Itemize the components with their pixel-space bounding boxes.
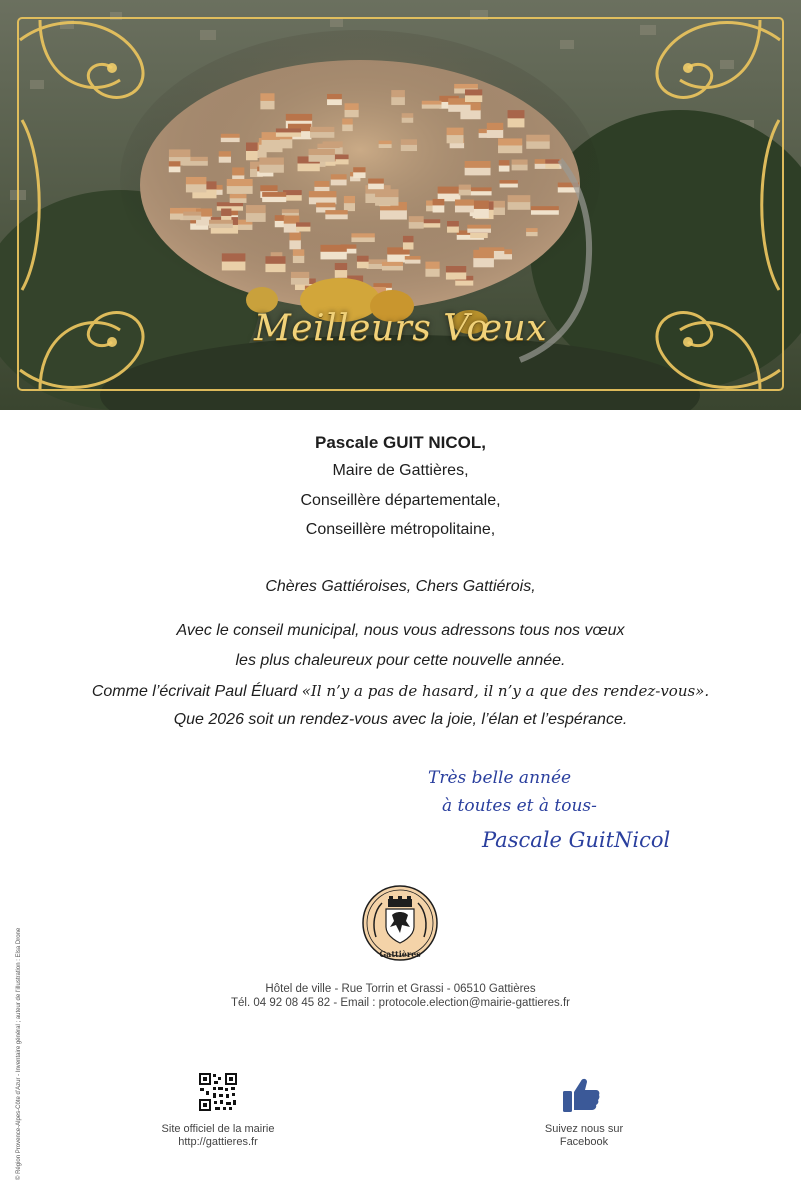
village-house-roof bbox=[344, 196, 355, 203]
village-house-wall bbox=[309, 154, 335, 161]
village-house-roof bbox=[531, 206, 559, 210]
village-house-wall bbox=[422, 223, 440, 228]
village-house-wall bbox=[512, 164, 528, 170]
village-house-roof bbox=[526, 135, 549, 142]
village-house-roof bbox=[545, 159, 559, 163]
thumbs-up-icon[interactable] bbox=[560, 1073, 602, 1115]
village-house-wall bbox=[320, 251, 346, 259]
village-house-wall bbox=[169, 166, 181, 172]
village-house-wall bbox=[447, 226, 459, 233]
village-house-wall bbox=[467, 228, 491, 233]
village-house-roof bbox=[186, 177, 206, 184]
village-house-wall bbox=[465, 95, 482, 102]
photo-credit: © Région Provence-Alpes-Côte d’Azur - Inventaire général ; auteur de l’illustration : Elsa Drone bbox=[16, 927, 22, 1180]
village-house-roof bbox=[169, 149, 190, 157]
village-house-roof bbox=[309, 149, 335, 155]
village-house-wall bbox=[246, 150, 258, 160]
village-house-roof bbox=[317, 144, 339, 148]
village-house-wall bbox=[487, 129, 503, 138]
village-house-roof bbox=[310, 127, 334, 132]
village-house-wall bbox=[448, 104, 470, 112]
handwritten-signature bbox=[420, 762, 720, 872]
village-house-wall bbox=[293, 255, 304, 263]
qr-code-icon[interactable] bbox=[198, 1072, 238, 1112]
village-house-wall bbox=[259, 164, 284, 173]
signature-name: Pascale GuitNicol bbox=[482, 828, 671, 852]
village-house-roof bbox=[209, 220, 233, 224]
village-house-wall bbox=[455, 280, 473, 286]
village-house-wall bbox=[450, 143, 464, 149]
crest-label: Gattières bbox=[379, 949, 421, 959]
village-house-roof bbox=[402, 113, 414, 118]
village-house-roof bbox=[331, 174, 347, 179]
village-house-wall bbox=[219, 156, 231, 163]
village-house-roof bbox=[357, 256, 369, 262]
village-house-roof bbox=[260, 93, 274, 101]
facebook-link[interactable]: Facebook bbox=[559, 1136, 609, 1148]
mayor-title-departmental: Conseillère départementale, bbox=[300, 492, 501, 509]
hero-title: Meilleurs Vœux bbox=[253, 308, 548, 349]
village-house-wall bbox=[230, 198, 247, 203]
village-house-roof bbox=[260, 185, 277, 191]
village-house-wall bbox=[375, 196, 398, 205]
village-house-roof bbox=[342, 119, 353, 125]
village-house-roof bbox=[403, 236, 414, 243]
signature-line-1: Très belle année bbox=[428, 768, 572, 788]
village-house-wall bbox=[382, 266, 403, 271]
hero-photo bbox=[0, 0, 801, 410]
village-house-wall bbox=[298, 163, 320, 171]
village-house-roof bbox=[447, 221, 459, 227]
village-house-wall bbox=[526, 141, 549, 149]
village-house-wall bbox=[433, 205, 445, 213]
site-label: Site officiel de la mairie bbox=[161, 1123, 275, 1135]
village-house-wall bbox=[183, 215, 201, 220]
message-line-3-prefix: Comme l’écrivait Paul Éluard bbox=[91, 683, 298, 700]
village-house-roof bbox=[375, 189, 398, 197]
village-house-roof bbox=[401, 139, 417, 145]
village-house-wall bbox=[325, 214, 347, 219]
village-house-wall bbox=[262, 139, 280, 148]
village-house-roof bbox=[289, 232, 300, 240]
village-house-wall bbox=[455, 205, 474, 212]
village-house-roof bbox=[499, 160, 510, 165]
village-house-wall bbox=[296, 226, 310, 231]
village-house-roof bbox=[391, 90, 405, 97]
village-house-wall bbox=[276, 132, 301, 137]
village-house-wall bbox=[262, 196, 286, 202]
village-house-roof bbox=[327, 94, 342, 99]
village-house-wall bbox=[545, 163, 559, 168]
village-house-wall bbox=[344, 202, 355, 211]
village-house-roof bbox=[221, 134, 240, 138]
village-house-roof bbox=[446, 266, 466, 272]
site-url-link[interactable]: http://gattieres.fr bbox=[178, 1136, 258, 1148]
message-line-2: les plus chaleureux pour cette nouvelle année. bbox=[235, 652, 566, 669]
village-house-roof bbox=[465, 89, 482, 95]
village-house-wall bbox=[351, 237, 374, 242]
message-line-3 bbox=[0, 682, 801, 701]
village-house-roof bbox=[345, 103, 359, 110]
village-house-wall bbox=[353, 172, 365, 178]
village-house-roof bbox=[500, 180, 518, 184]
village-house-roof bbox=[473, 201, 489, 209]
village-house-wall bbox=[465, 167, 491, 175]
village-house-roof bbox=[325, 210, 347, 214]
village-house-wall bbox=[471, 191, 492, 196]
village-house-roof bbox=[246, 143, 258, 151]
village-house-roof bbox=[382, 262, 403, 266]
village-house-wall bbox=[368, 183, 384, 189]
village-house-wall bbox=[508, 201, 531, 209]
village-house-wall bbox=[473, 257, 494, 267]
village-house-roof bbox=[425, 262, 439, 269]
village-house-wall bbox=[246, 212, 266, 222]
village-house-roof bbox=[183, 212, 201, 216]
village-house-wall bbox=[425, 268, 439, 277]
village-house-roof bbox=[293, 249, 304, 256]
village-house-roof bbox=[498, 138, 522, 145]
village-house-roof bbox=[276, 128, 301, 132]
village-house-roof bbox=[508, 195, 531, 202]
village-house-roof bbox=[422, 101, 442, 105]
village-house-wall bbox=[508, 118, 525, 128]
village-house-roof bbox=[309, 191, 337, 197]
village-house-roof bbox=[455, 199, 474, 205]
village-house-roof bbox=[232, 167, 244, 175]
village-house-roof bbox=[473, 250, 494, 258]
village-house-roof bbox=[291, 272, 309, 278]
village-house-roof bbox=[409, 216, 424, 222]
mayor-title-metropolitan: Conseillère métropolitaine, bbox=[305, 521, 496, 538]
village-house-roof bbox=[265, 256, 285, 264]
village-house-wall bbox=[403, 242, 414, 250]
village-house-wall bbox=[291, 277, 309, 284]
village-house-wall bbox=[402, 117, 414, 122]
village-house-roof bbox=[320, 245, 346, 252]
mayor-name: Pascale GUIT NICOL, bbox=[315, 433, 486, 452]
village-house-wall bbox=[327, 99, 342, 105]
village-house-wall bbox=[500, 183, 518, 187]
village-house-roof bbox=[351, 233, 374, 237]
village-house-roof bbox=[275, 215, 285, 221]
village-house-roof bbox=[368, 179, 384, 184]
village-house-wall bbox=[357, 261, 369, 268]
village-house-wall bbox=[391, 96, 405, 105]
village-house-wall bbox=[379, 144, 392, 148]
message-line-1: Avec le conseil municipal, nous vous adressons tous nos vœux bbox=[176, 622, 625, 639]
village-house-wall bbox=[345, 109, 359, 117]
village-house-roof bbox=[222, 253, 246, 261]
village-house-roof bbox=[219, 151, 231, 156]
village-house-wall bbox=[380, 210, 407, 220]
village-house-wall bbox=[498, 145, 522, 153]
village-house-roof bbox=[508, 110, 525, 118]
phone-email: Tél. 04 92 08 45 82 - Email : protocole.election@mairie-gattieres.fr bbox=[231, 997, 570, 1009]
village-house-wall bbox=[260, 100, 274, 109]
village-house-wall bbox=[473, 208, 489, 218]
village-house-roof bbox=[246, 205, 266, 213]
village-house-wall bbox=[265, 263, 285, 272]
village-house-roof bbox=[379, 141, 392, 145]
village-house-wall bbox=[335, 269, 347, 277]
village-house-roof bbox=[296, 222, 310, 226]
facebook-label-line-1: Suivez nous sur bbox=[544, 1123, 624, 1135]
village-house-wall bbox=[227, 185, 253, 194]
village-house-roof bbox=[314, 181, 329, 187]
village-house-roof bbox=[467, 225, 491, 229]
village-house-roof bbox=[465, 161, 491, 168]
village-house-roof bbox=[454, 84, 478, 89]
village-house-roof bbox=[227, 179, 253, 186]
message-line-4: Que 2026 soit un rendez-vous avec la joie, l’élan et l’espérance. bbox=[173, 711, 628, 728]
village-house-wall bbox=[446, 272, 466, 280]
village-house-roof bbox=[353, 167, 365, 172]
village-house-roof bbox=[230, 194, 247, 198]
village-house-wall bbox=[459, 189, 471, 195]
village-house-wall bbox=[186, 184, 206, 193]
village-house-wall bbox=[447, 134, 464, 143]
village-house-roof bbox=[221, 209, 231, 216]
village-house-wall bbox=[289, 240, 300, 250]
greeting: Chères Gattiéroises, Chers Gattiérois, bbox=[265, 578, 536, 595]
village-house-wall bbox=[526, 232, 537, 237]
village-house-wall bbox=[470, 232, 488, 238]
village-house-wall bbox=[531, 210, 559, 215]
signature-line-2: à toutes et à tous- bbox=[442, 796, 597, 816]
village-house-wall bbox=[275, 220, 285, 227]
village-house-roof bbox=[471, 187, 492, 191]
village-house-roof bbox=[487, 123, 503, 130]
village-house-wall bbox=[405, 259, 421, 263]
village-house-roof bbox=[286, 114, 312, 121]
village-house-wall bbox=[499, 165, 510, 172]
village-house-roof bbox=[447, 128, 464, 135]
village-house-roof bbox=[459, 185, 471, 190]
village-house-roof bbox=[405, 256, 421, 260]
village-house-wall bbox=[342, 124, 353, 131]
village-house-wall bbox=[401, 144, 417, 151]
village-house-roof bbox=[262, 192, 286, 197]
village-house-roof bbox=[169, 161, 181, 166]
village-house-roof bbox=[422, 219, 440, 223]
village-house-wall bbox=[209, 223, 233, 228]
village-house-wall bbox=[221, 137, 240, 142]
village-house-wall bbox=[310, 132, 334, 138]
eluard-quote: «Il n’y a pas de hasard, il n’y a que des rendez-vous». bbox=[301, 682, 710, 700]
village-house-wall bbox=[422, 104, 442, 109]
village-house-roof bbox=[259, 157, 284, 164]
mayor-title-mayor: Maire de Gattières, bbox=[332, 462, 469, 479]
village-house-roof bbox=[335, 263, 347, 270]
village-house-wall bbox=[409, 222, 424, 229]
village-house-wall bbox=[331, 179, 347, 185]
address: Hôtel de ville - Rue Torrin et Grassi - 06510 Gattières bbox=[265, 983, 536, 995]
village-house-roof bbox=[316, 203, 335, 208]
village-house-roof bbox=[282, 209, 299, 213]
village-house-roof bbox=[438, 187, 461, 194]
village-house-roof bbox=[526, 228, 537, 232]
village-house-roof bbox=[433, 199, 445, 205]
village-house-roof bbox=[512, 160, 528, 165]
village-house-wall bbox=[222, 261, 246, 271]
